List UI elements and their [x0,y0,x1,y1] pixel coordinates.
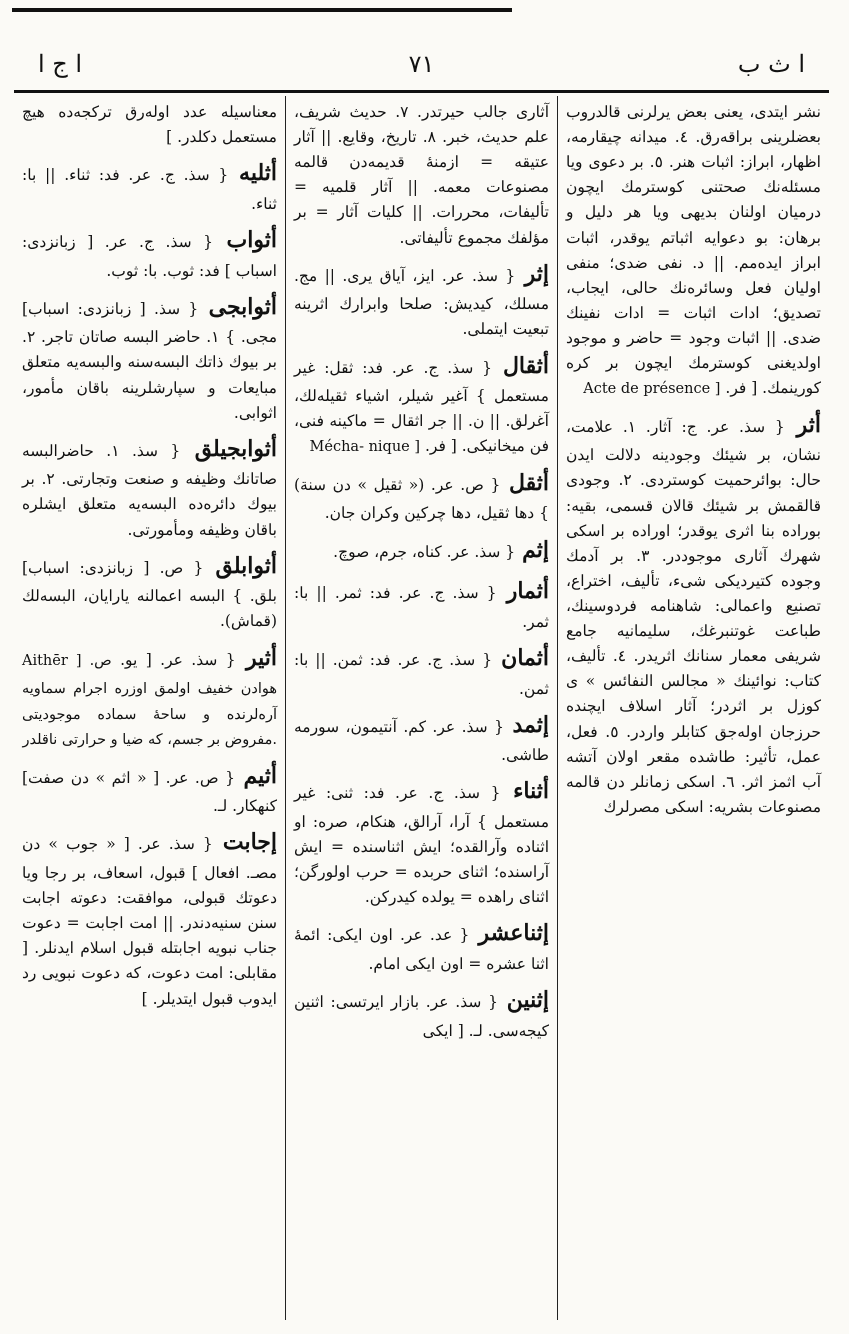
entry-headword: إثناعشر [478,920,549,947]
entry-foreign-term: Mécha- nique ] [309,439,421,456]
dictionary-entry [22,825,277,1011]
entry-definition: { ص. [ زبانزدى: اسباب] بلق. } البسه اعمالنه يارايان، البسەلك (قماش). [22,558,277,631]
column-left [14,96,286,1320]
dictionary-entry [22,223,277,284]
entry-definition: { سذ. [ زبانزدى: اسباب] مجى. } ١. حاضر البسه صاتان تاجر. ٢. بر بيوك ذاتك البسەسنه والبسەيه متعلق مبايعات و سپارشلرينه باقان مأمور، اثوابى. [22,299,277,422]
entry-definition: آثارى جالب حيرتدر. ٧. حديث شريف، علم حديث، خبر. ٨. تاريخ، وقايع. || آثار عتيقه = ازمنهٔ قديمەدن قالمه مصنوعات معمه. || آثار قلميه = تأليفات، محررات. || كليات آثار = بر مؤلفك مجموع تأليفاتى. [294,103,550,247]
dictionary-entry [294,349,549,460]
entry-definition: { سذ. ج. عر. فد: ثمر. || با: ثمر. [294,584,549,631]
running-head-right: ا ث ب [737,50,805,78]
entry-definition: { سذ. ١. حاضرالبسه صاتانك وظيفه و صنعت وتجارتى. ٢. بر بيوك دائرەده البسەيه متعلق ايشلره باقان وظيفه ومأمورتى. [22,441,277,539]
entry-headword: أثمان [501,644,549,671]
entry-definition: { سذ. عر. ايز، آياق يرى. || مج. مسلك، كيديش: صلحا وابرارك اثرينه تبعيت ايتملى. [294,266,549,339]
page-header [14,44,829,88]
dictionary-entry [22,156,277,217]
entry-definition: { ص. عر. [ « اثم » دن صفت] كنهكار. لـ. [22,768,277,816]
entry-headword: أثوابلق [215,552,277,579]
dictionary-entry [22,641,277,753]
entry-definition: معناسيله عدد اولەرق تركجەده هيچ مستعمل دكلدر. ] [22,103,277,147]
entry-definition: { سذ. عر. [ يو. [120,650,236,669]
entry-headword: إثنين [506,987,549,1014]
entry-headword: أثيم [243,762,277,789]
dictionary-entry [22,549,277,635]
dictionary-entry [294,533,549,569]
dictionary-entry [566,408,821,820]
entry-definition: { سذ. عر. ج: آثار. ١. علامت، نشان، بر شيئك وجودينه دلالت ايدن حال: بوائرحميت كوستردى. ٢. وجودى قالقمش بر شيئك قالان قسمى، بقيه: بوراده بنا اثرى يوقدر؛ اوراده بر اسكى شهرك آثارى موجوددر. ٣. بر آدمك وجوده كتيرديكى شىء، تأليف، اختراع، تصنيع واعمالى: شاهنامه فردوسينك، طباعت غوتنبرغك، سليمانيه جامع شريفى معمار سنانك اثريدر. ٤. تأليف، كتاب: نوائينك « مجالس النفائس » ى كوزل بر اثردر؛ آثار اسلاف ايچنده حرزجان اولەجق كتابلر واردر. ٥. فعل، عمل، تأثير: طاشده مقعر اولان آتشه آب اثمز اثر. ٦. اسكى زمانلر دن قالمه مصنوعات بشريه: اسكى مصرلرك [566,417,822,816]
entry-headword: أثير [245,644,277,671]
entry-definition: { ص. عر. (« ثقيل » دن سنة) } دها ثقيل، دها چركين وكران جان. [294,475,549,523]
entry-definition: { سذ. عر. بازار ايرتسى: اثنين كيجەسى. لـ. [ ايكى [294,993,549,1040]
header-rule [14,90,829,93]
entry-definition: { سذ. ج. عر. [ زبانزدى: اسباب ] فد: ثوب. با: ثوب. [22,232,277,280]
dictionary-entry [22,290,277,426]
dictionary-entry [294,100,549,251]
dictionary-entry [22,432,277,543]
entry-headword: أثليه [239,160,277,187]
running-head-left: ا ج ا [38,50,83,78]
dictionary-entry [294,774,549,910]
entry-headword: إثم [522,536,549,563]
entry-headword: إثمد [512,711,549,738]
dictionary-entry [294,916,549,977]
entry-headword: أثوابجيلق [194,435,277,462]
dictionary-entry [294,466,549,527]
entry-headword: أثمار [506,578,549,605]
entry-headword: إثر [524,260,549,287]
entry-foreign-term: Aithēr ] ص. هوادن خفيف اولمق اوزره اجرام سماويه آرەلرنده و ساحهٔ سماده موجوديتى مفروض بر جسم، كه ضيا و حرارتى ناقلدر. [22,652,277,749]
dictionary-entry [566,100,821,402]
entry-headword: أثوابجى [208,293,277,320]
entry-definition: { سذ. ج. عر. فد: ثقل: غير مستعمل } آغير شيلر، اشياء ثقيلەلك، آغرلق. || ن. || جر اثقال = ماكينه فنى، فن ميخانيكى. [ فر. [294,358,549,456]
dictionary-entry [294,983,549,1044]
dictionary-entry [294,257,549,343]
entry-definition: { سذ. ج. عر. فد: ثنى: غير مستعمل } آرا، آرالق، هنكام، صره: او اثناده وآرالقده؛ ايش اثناسندە = ايش آراسنده؛ اثناى حربده = حرب اولورگن؛ اثناى راهده = يولده كيدركن. [294,784,549,907]
entry-definition: { سذ. ج. عر. فد: ثمن. || با: ثمن. [294,650,549,698]
entry-headword: أثقال [502,352,549,379]
entry-headword: إجابت [222,829,277,856]
dictionary-page [14,96,829,1320]
dictionary-entry [294,641,549,702]
entry-definition: { عد. عر. اون ايكى: ائمهٔ اثنا عشره = اون ايكى امام. [294,926,549,974]
entry-headword: أثر [796,411,821,438]
entry-foreign-term: Acte de présence ] [583,381,721,398]
entry-definition: { سذ. ج. عر. فد: ثناء. || با: ثناء. [22,166,277,213]
entry-definition: { سذ. عر. كم. آنتيمون، سورمه طاشى. [294,717,549,765]
entry-headword: أثناء [513,778,549,805]
column-middle [286,96,558,1320]
entry-definition: { سذ. عر. [ « جوب » دن مصـ. افعال ] قبول، اسعاف، بر رجا ويا دعوتك قبولى، موافقت: دعوته اجابت سنن سنيەدندر. || امت اجابت = دعوت جناب نبويه اجابتله قبول اسلام ايدنلر. [ مقابلى: امت دعوت، كه دعوت نبويى رد ايدوب قبول ايتديلر. ] [22,835,277,1008]
entry-definition: { سذ. عر. كناه، جرم، صوچ. [333,542,516,561]
dictionary-entry [22,759,277,820]
entry-headword: أثقل [508,469,549,496]
dictionary-entry [22,100,277,150]
page-number: ٧١ [408,50,435,78]
top-rule [12,8,512,12]
entry-headword: أثواب [226,226,277,253]
dictionary-entry [294,708,549,769]
column-right [558,96,829,1320]
dictionary-entry [294,574,549,635]
entry-definition: نشر ايتدى، يعنى بعض يرلرنى قالدروب بعضلرينى براقەرق. ٤. ميدانه چيقارمه، اظهار، ابراز: اثبات هنر. ٥. بر دعوى ويا مسئلەنك صحتنى كوسترمك ايچون درميان اولنان بديهى ويا هر دليل و برهان: بو دعوايه اثباتم يوقدر، اثبات ابراز ايدەمم. || د. نفى ضدى؛ منفى اوليان فعل وسائرەنك حالى، ايجاب، تصديق؛ ادات اثبات = ادات نفينك ضدى. || اثبات وجود = حاضر و موجود اولديغنى كوسترمك ايچون بر كره كورينمك. [ فر. [566,103,821,398]
